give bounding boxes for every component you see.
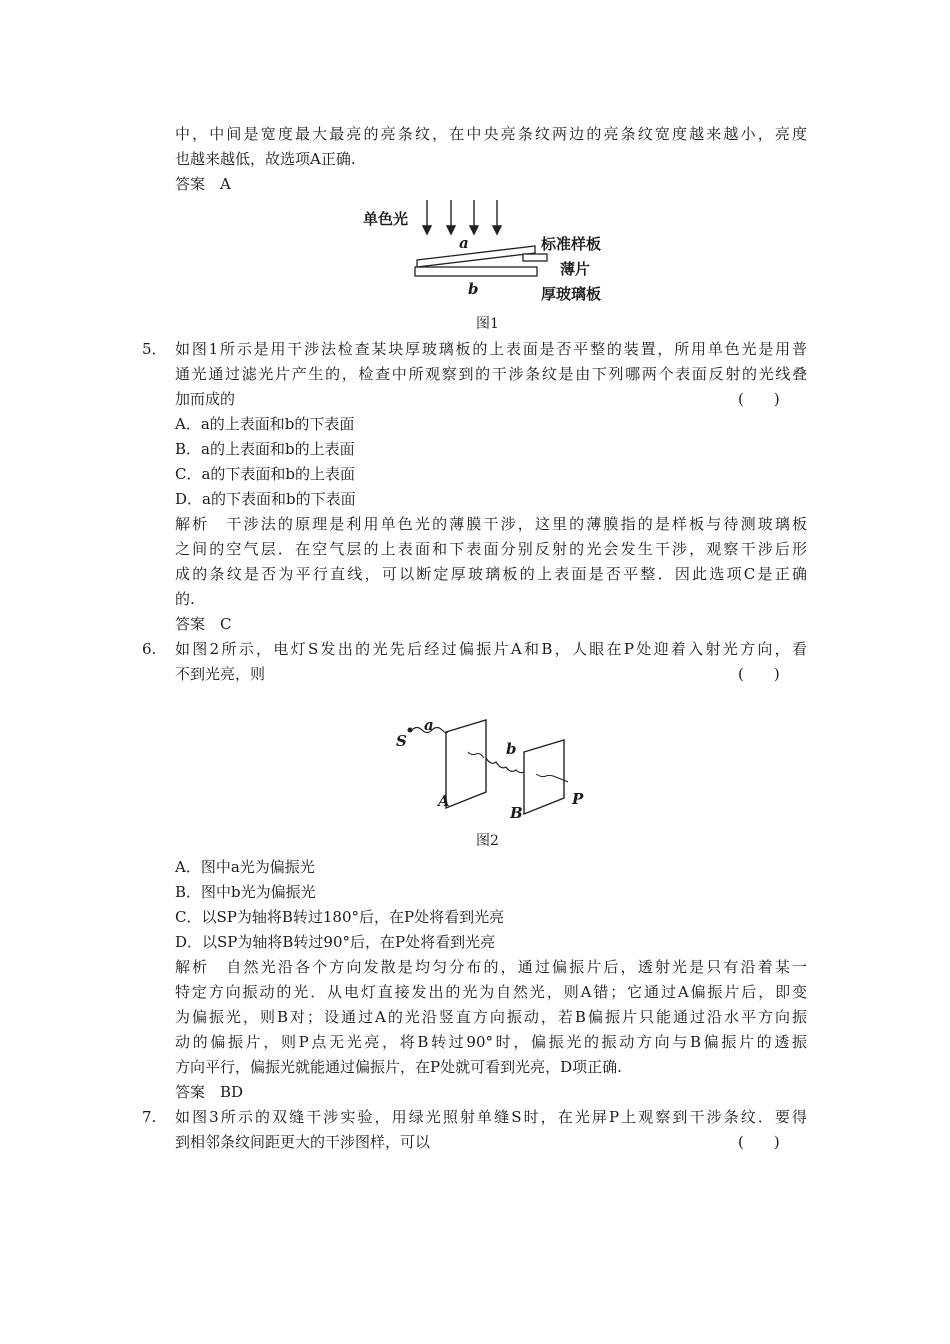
q7-answer-blank: ( ) — [738, 1133, 780, 1151]
q6-option-d: D．以SP为轴将B转过90°后，在P处将看到光亮 — [175, 933, 496, 951]
q6-option-c: C．以SP为轴将B转过180°后，在P处将看到光亮 — [175, 908, 505, 926]
q7-stem-line-2: 到相邻条纹间距更大的干涉图样，可以 — [175, 1133, 431, 1151]
q5-number: 5． — [142, 340, 167, 358]
lamp-dot — [408, 728, 413, 733]
q6-answer-blank: ( ) — [738, 665, 780, 683]
q6-option-a: A．图中a光为偏振光 — [175, 858, 315, 876]
label-a: a — [424, 716, 434, 734]
figure-1 — [355, 198, 625, 308]
figure-2 — [388, 712, 603, 827]
q5-answer: 答案 C — [175, 615, 232, 633]
figure-1-caption: 图1 — [476, 316, 499, 332]
label-thin-sheet: 薄片 — [560, 260, 591, 278]
label-standard-template: 标准样板 — [541, 235, 602, 253]
label-A: A — [438, 792, 450, 810]
label-S: S — [396, 732, 407, 750]
q6-explanation-line-1: 解析 自然光沿各个方向发散是均匀分布的，通过偏振片后，透射光是只有沿着某一 — [175, 958, 807, 976]
polarizer-diagram — [388, 712, 603, 827]
q5-stem-line-2: 通光通过滤光片产生的，检查中所观察到的干涉条纹是由下列哪两个表面反射的光线叠 — [175, 365, 807, 383]
q6-answer: 答案 BD — [175, 1083, 244, 1101]
q6-explanation-line-4: 动的偏振片，则P点无光亮，将B转过90°时，偏振光的振动方向与B偏振片的透振 — [175, 1033, 807, 1051]
q6-explanation-line-3: 为偏振光，则B对；设通过A的光沿竖直方向振动，若B偏振片只能通过沿水平方向振 — [175, 1008, 807, 1026]
q5-stem-line-1: 如图1所示是用干涉法检查某块厚玻璃板的上表面是否平整的装置，所用单色光是用普 — [175, 340, 807, 358]
label-B: B — [510, 804, 523, 822]
label-a: a — [459, 234, 469, 252]
q5-option-d: D．a的下表面和b的下表面 — [175, 490, 356, 508]
q6-stem-line-2: 不到光亮，则 — [175, 665, 266, 683]
figure-2-caption: 图2 — [476, 833, 499, 849]
q6-number: 6. — [142, 640, 157, 658]
label-b: b — [506, 740, 517, 758]
polarizer-a — [446, 720, 486, 808]
q7-stem-line-1: 如图3所示的双缝干涉实验，用绿光照射单缝S时，在光屏P上观察到干涉条纹．要得 — [175, 1108, 807, 1126]
label-P: P — [572, 790, 584, 808]
q6-option-b: B．图中b光为偏振光 — [175, 883, 316, 901]
continuation-line-1: 中，中间是宽度最大最亮的亮条纹，在中央亮条纹两边的亮条纹宽度越来越小，亮度 — [175, 125, 807, 143]
q5-explanation-line-2: 之间的空气层．在空气层的上表面和下表面分别反射的光会发生干涉，观察干涉后形 — [175, 540, 807, 558]
q6-stem-line-1: 如图2所示，电灯S发出的光先后经过偏振片A和B，人眼在P处迎着入射光方向，看 — [175, 640, 807, 658]
q5-option-b: B．a的上表面和b的上表面 — [175, 440, 355, 458]
q6-explanation-line-5: 方向平行，偏振光就能通过偏振片，在P处就可看到光亮，D项正确. — [175, 1058, 622, 1076]
q5-option-a: A．a的上表面和b的下表面 — [175, 415, 355, 433]
q5-answer-blank: ( ) — [738, 390, 780, 408]
label-b: b — [468, 280, 479, 298]
q5-option-c: C．a的下表面和b的上表面 — [175, 465, 356, 483]
q5-explanation-line-4: 的. — [175, 590, 195, 608]
continuation-line-2: 也越来越低，故选项A正确. — [175, 150, 356, 168]
q7-number: 7. — [142, 1108, 157, 1126]
q5-stem-line-3: 加而成的 — [175, 390, 236, 408]
q5-explanation-line-1: 解析 干涉法的原理是利用单色光的薄膜干涉，这里的薄膜指的是样板与待测玻璃板 — [175, 515, 807, 533]
q5-explanation-line-3: 成的条纹是否为平行直线，可以断定厚玻璃板的上表面是否平整．因此选项C是正确 — [175, 565, 807, 583]
q6-explanation-line-2: 特定方向振动的光．从电灯直接发出的光为自然光，则A错；它通过A偏振片后，即变 — [175, 983, 807, 1001]
previous-answer: 答案 A — [175, 175, 231, 193]
label-thick-glass: 厚玻璃板 — [541, 285, 602, 303]
label-monochromatic-light: 单色光 — [363, 210, 409, 228]
